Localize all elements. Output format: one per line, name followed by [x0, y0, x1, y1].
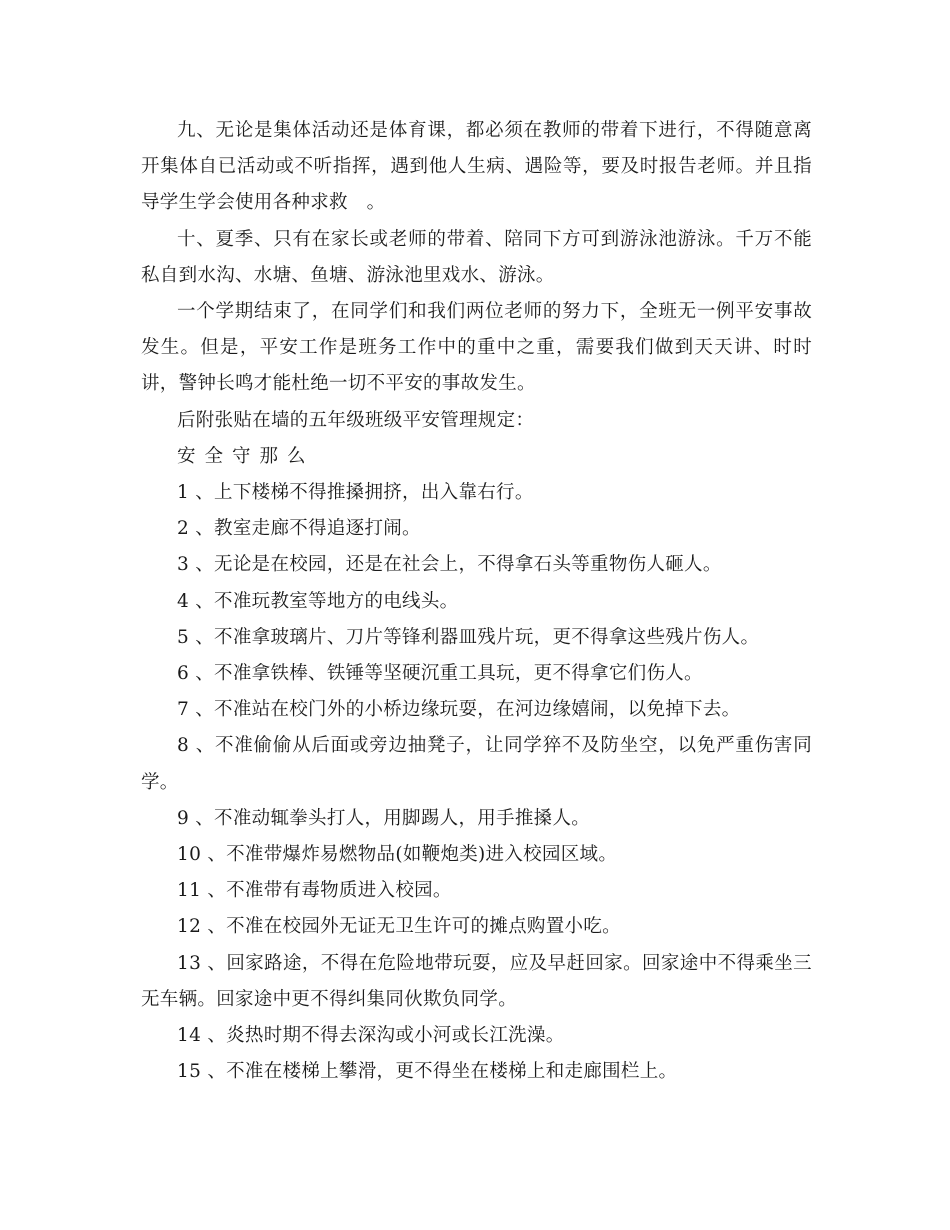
rule-item: 15 、不准在楼梯上攀滑，更不得坐在楼梯上和走廊围栏上。 — [177, 1061, 678, 1083]
rule-item: 2 、教室走廊不得追逐打闹。 — [177, 518, 421, 540]
rule-item: 8 、不准偷偷从后面或旁边抽凳子，让同学猝不及防坐空，以免严重伤害同学。 — [141, 735, 812, 793]
paragraph-summary: 一个学期结束了，在同学们和我们两位老师的努力下，全班无一例平安事故发生。但是，平安工作是班务工作中的重中之重，需要我们做到天天讲、时时讲，警钟长鸣才能杜绝一切不平安的事故发生。 — [141, 301, 812, 395]
paragraph-nine: 九、无论是集体活动还是体育课，都必须在教师的带着下进行，不得随意离开集体自已活动或不听指挥，遇到他人生病、遇险等，要及时报告老师。并且指导学生学会使用各种求救 。 — [141, 120, 812, 214]
rule-item: 6 、不准拿铁棒、铁锤等坚硬沉重工具玩，更不得拿它们伤人。 — [177, 663, 703, 685]
rule-item: 10 、不准带爆炸易燃物品(如鞭炮类)进入校园区域。 — [177, 844, 618, 866]
rule-item: 3 、无论是在校园，还是在社会上，不得拿石头等重物伤人砸人。 — [177, 554, 722, 576]
rule-item: 5 、不准拿玻璃片、刀片等锋利器皿残片玩，更不得拿这些残片伤人。 — [177, 626, 760, 648]
rule-item: 4 、不准玩教室等地方的电线头。 — [177, 590, 459, 612]
rule-item: 13 、回家路途，不得在危险地带玩耍，应及早赶回家。回家途中不得乘坐三无车辆。回家途中更不得纠集同伙欺负同学。 — [141, 952, 812, 1010]
rule-item: 11 、不准带有毒物质进入校园。 — [177, 880, 452, 902]
paragraph-ten: 十、夏季、只有在家长或老师的带着、陪同下方可到游泳池游泳。千万不能私自到水沟、水塘、鱼塘、游泳池里戏水、游泳。 — [141, 228, 812, 286]
rule-item: 7 、不准站在校门外的小桥边缘玩耍，在河边缘嬉闹，以免掉下去。 — [177, 699, 741, 721]
paragraph-appendix-intro: 后附张贴在墙的五年级班级平安管理规定： — [177, 409, 535, 431]
rule-item: 9 、不准动辄拳头打人，用脚踢人，用手推搡人。 — [177, 807, 591, 829]
rules-heading: 安全守那么 — [177, 445, 315, 467]
document-body — [141, 113, 812, 1090]
rule-item: 14 、炎热时期不得去深沟或小河或长江洗澡。 — [177, 1025, 565, 1047]
rule-item: 1 、上下楼梯不得推搡拥挤，出入靠右行。 — [177, 482, 534, 504]
rule-item: 12 、不准在校园外无证无卫生许可的摊点购置小吃。 — [177, 916, 621, 938]
